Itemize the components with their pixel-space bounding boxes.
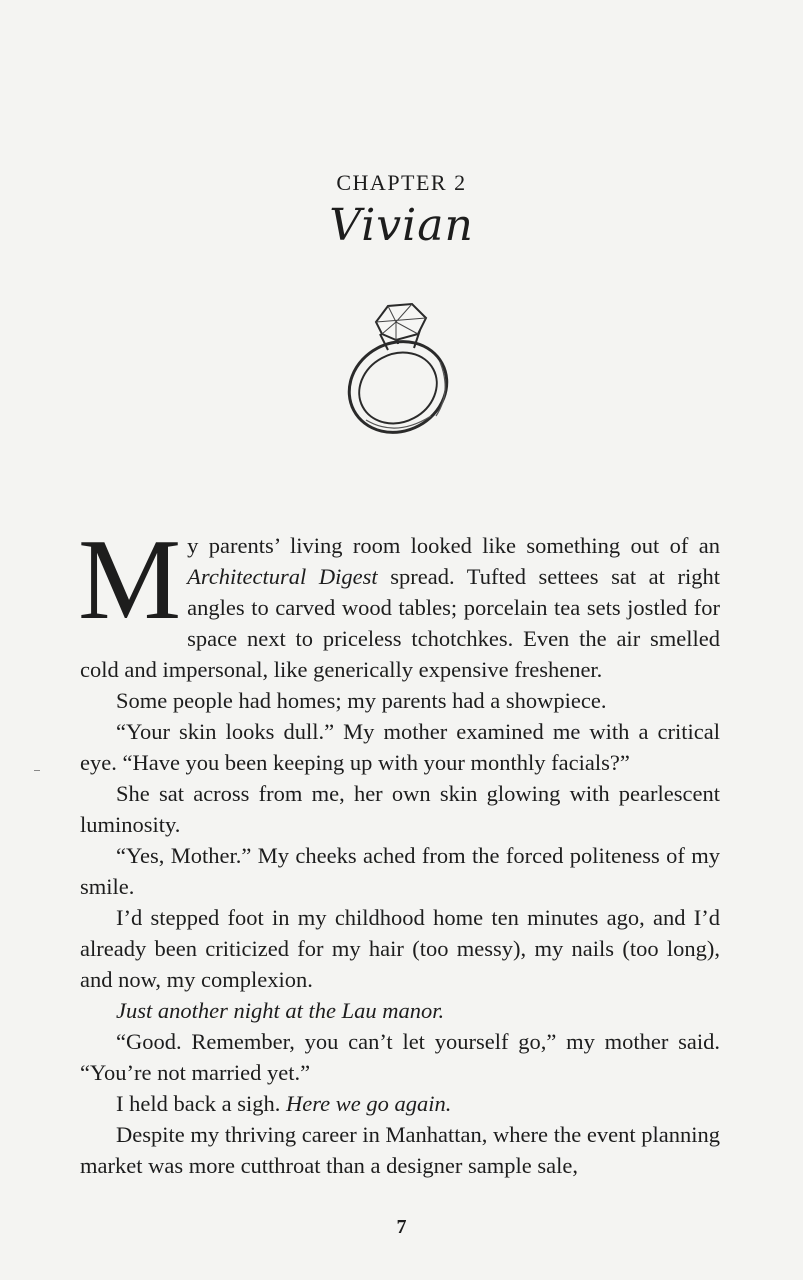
diamond-ring-icon bbox=[336, 292, 466, 442]
drop-cap: M bbox=[78, 516, 182, 644]
paragraph: “Your skin looks dull.” My mother examined me with a critical eye. “Have you been keeping up with your monthly facials?” bbox=[80, 719, 720, 775]
text-run: I held back a sigh. bbox=[116, 1091, 286, 1116]
paragraph bbox=[80, 1088, 720, 1119]
page-number: 7 bbox=[396, 1216, 407, 1238]
paragraph: Despite my thriving career in Manhattan, where the event planning market was more cutthroat than a designer sample sale, bbox=[80, 1122, 720, 1178]
paragraph: She sat across from me, her own skin glowing with pearlescent luminosity. bbox=[80, 781, 720, 837]
italic-title: Architectural Digest bbox=[187, 564, 378, 589]
paragraph: I’d stepped foot in my childhood home ten minutes ago, and I’d already been criticized for my hair (too messy), my nails (too long), and now, my complexion. bbox=[80, 905, 720, 992]
text-run: spread. Tufted settees sat at right angles to carved wood tables; porcelain tea sets jostled for space next to priceless tchotchkes. Even the air smelled cold and impersonal, like generically expensive freshener. bbox=[80, 564, 721, 682]
chapter-label: CHAPTER 2 bbox=[336, 170, 467, 195]
paragraph: “Good. Remember, you can’t let yourself go,” my mother said. “You’re not married yet.” bbox=[80, 1029, 720, 1085]
italic-text: Here we go again. bbox=[285, 1091, 452, 1116]
chapter-body bbox=[78, 516, 721, 1181]
paragraph: Some people had homes; my parents had a showpiece. bbox=[116, 688, 607, 713]
paragraph bbox=[78, 516, 721, 685]
paragraph: Just another night at the Lau manor. bbox=[116, 998, 445, 1023]
margin-mark bbox=[34, 770, 40, 771]
paragraph: “Yes, Mother.” My cheeks ached from the forced politeness of my smile. bbox=[80, 843, 720, 899]
chapter-title: Vivian bbox=[329, 200, 474, 251]
text-run: y parents’ living room looked like something out of an bbox=[187, 533, 720, 558]
